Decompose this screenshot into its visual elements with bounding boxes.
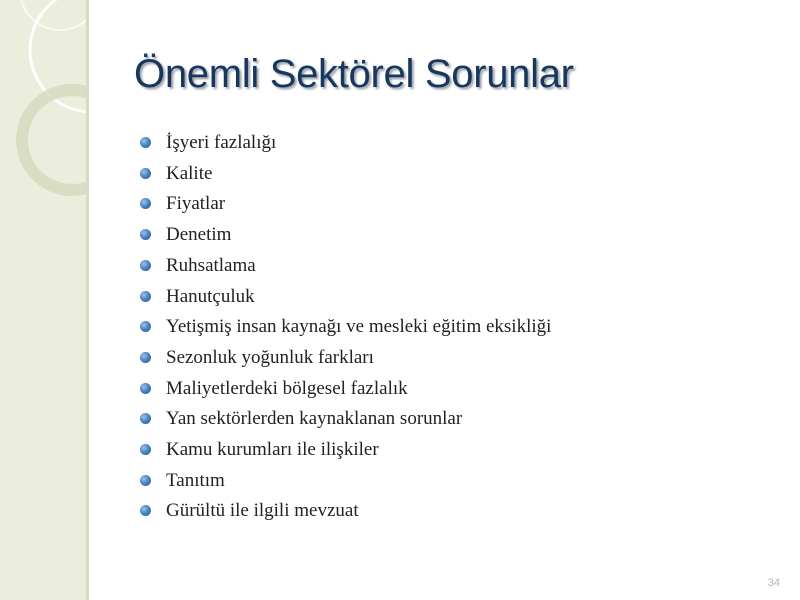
list-item: [138, 496, 551, 527]
list-item: [138, 189, 551, 220]
list-item-text: Kamu kurumları ile ilişkiler: [166, 439, 379, 461]
list-item: [138, 404, 551, 435]
bullet-icon: [140, 413, 151, 424]
bullet-icon: [140, 475, 151, 486]
bullet-icon: [140, 352, 151, 363]
slide-title: Önemli Sektörel Sorunlar: [134, 52, 574, 96]
slide-number: 34: [767, 577, 780, 589]
list-item: [138, 435, 551, 466]
bullet-icon: [140, 291, 151, 302]
list-item: [138, 220, 551, 251]
list-item-text: Maliyetlerdeki bölgesel fazlalık: [166, 377, 408, 399]
list-item-text: Yetişmiş insan kaynağı ve mesleki eğitim eksikliği: [166, 316, 552, 338]
bullet-icon: [140, 444, 151, 455]
bullet-icon: [140, 229, 151, 240]
list-item: [138, 251, 551, 282]
decorative-circles: [0, 0, 88, 600]
list-item-text: Tanıtım: [166, 469, 225, 491]
list-item-text: Kalite: [166, 162, 213, 184]
list-item: [138, 159, 551, 190]
bullet-icon: [140, 260, 151, 271]
bullet-icon: [140, 137, 151, 148]
list-item: [138, 312, 551, 343]
list-item: [138, 343, 551, 374]
list-item-text: Ruhsatlama: [166, 254, 256, 276]
list-item-text: Gürültü ile ilgili mevzuat: [166, 500, 359, 522]
bullet-icon: [140, 198, 151, 209]
list-item-text: Yan sektörlerden kaynaklanan sorunlar: [166, 408, 463, 430]
list-item: [138, 128, 551, 159]
list-item-text: İşyeri fazlalığı: [166, 132, 277, 153]
decorative-side-band: [0, 0, 88, 600]
list-item: [138, 466, 551, 497]
side-band-edge: [86, 0, 89, 600]
list-item-text: Hanutçuluk: [166, 285, 255, 307]
bullet-icon: [140, 168, 151, 179]
bullet-icon: [140, 321, 151, 332]
bullet-list: [138, 128, 551, 527]
list-item-text: Sezonluk yoğunluk farkları: [166, 346, 374, 368]
bullet-icon: [140, 383, 151, 394]
list-item: [138, 374, 551, 405]
list-item-text: Denetim: [166, 224, 232, 246]
list-item-text: Fiyatlar: [166, 193, 226, 215]
list-item: [138, 282, 551, 313]
bullet-icon: [140, 505, 151, 516]
